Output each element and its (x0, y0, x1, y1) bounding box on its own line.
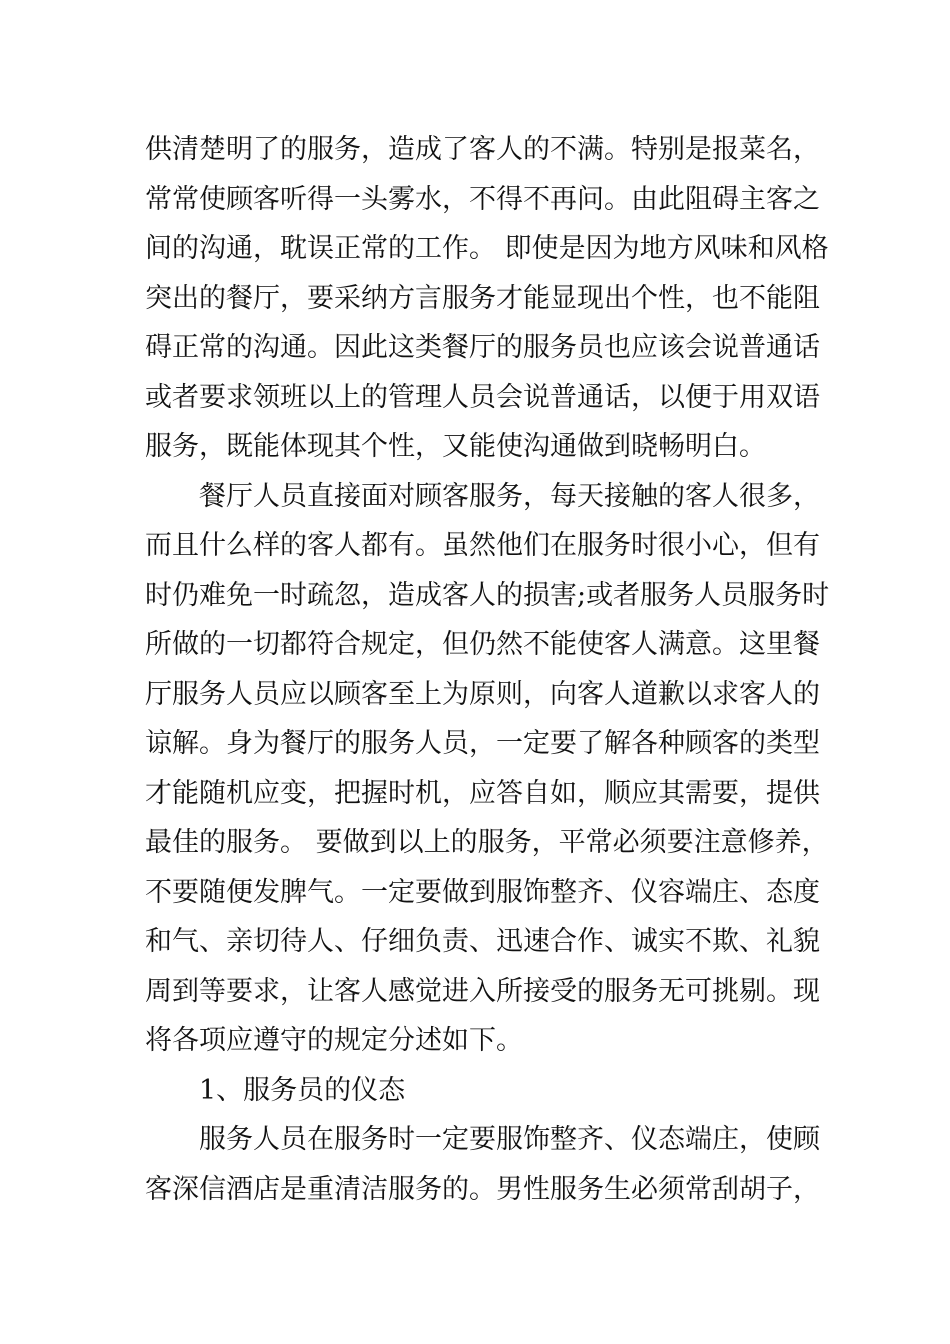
text-line: 时仍难免一时疏忽，造成客人的损害;或者服务人员服务时 (145, 579, 830, 611)
text-line: 将各项应遵守的规定分述如下。 (145, 1025, 523, 1056)
text-line: 餐厅人员直接面对顾客服务，每天接触的客人很多， (199, 480, 820, 512)
text-line: 谅解。身为餐厅的服务人员，一定要了解各种顾客的类型 (145, 728, 820, 759)
text-line: 不要随便发脾气。一定要做到服饰整齐、仪容端庄、态度 (145, 876, 820, 908)
text-line: 最佳的服务。 要做到以上的服务，平常必须要注意修养， (145, 827, 829, 858)
text-line: 常常使顾客听得一头雾水，不得不再问。由此阻碍主客之 (145, 183, 820, 215)
text-line: 和气、亲切待人、仔细负责、迅速合作、诚实不欺、礼貌 (145, 926, 820, 957)
text-line: 供清楚明了的服务，造成了客人的不满。特别是报菜名， (145, 134, 820, 165)
text-line: 厅服务人员应以顾客至上为原则，向客人道歉以求客人的 (145, 678, 820, 710)
text-line: 或者要求领班以上的管理人员会说普通话，以便于用双语 (145, 381, 820, 413)
text-line: 突出的餐厅，要采纳方言服务才能显现出个性，也不能阻 (145, 282, 820, 314)
text-line: 才能随机应变，把握时机，应答自如，顺应其需要，提供 (145, 777, 820, 809)
body-text (145, 125, 830, 1214)
text-line: 服务，既能体现其个性，又能使沟通做到晓畅明白。 (145, 431, 766, 462)
text-line: 间的沟通，耽误正常的工作。 即使是因为地方风味和风格 (145, 233, 829, 264)
text-line: 所做的一切都符合规定，但仍然不能使客人满意。这里餐 (145, 629, 820, 660)
text-line: 周到等要求，让客人感觉进入所接受的服务无可挑剔。现 (145, 975, 820, 1007)
text-line: 碍正常的沟通。因此这类餐厅的服务员也应该会说普通话 (145, 332, 820, 363)
text-line: 服务人员在服务时一定要服饰整齐、仪态端庄，使顾 (199, 1124, 820, 1155)
text-line: 1、服务员的仪态 (199, 1074, 406, 1106)
text-line: 而且什么样的客人都有。虽然他们在服务时很小心，但有 (145, 530, 820, 561)
text-line: 客深信酒店是重清洁服务的。男性服务生必须常刮胡子， (145, 1173, 820, 1205)
